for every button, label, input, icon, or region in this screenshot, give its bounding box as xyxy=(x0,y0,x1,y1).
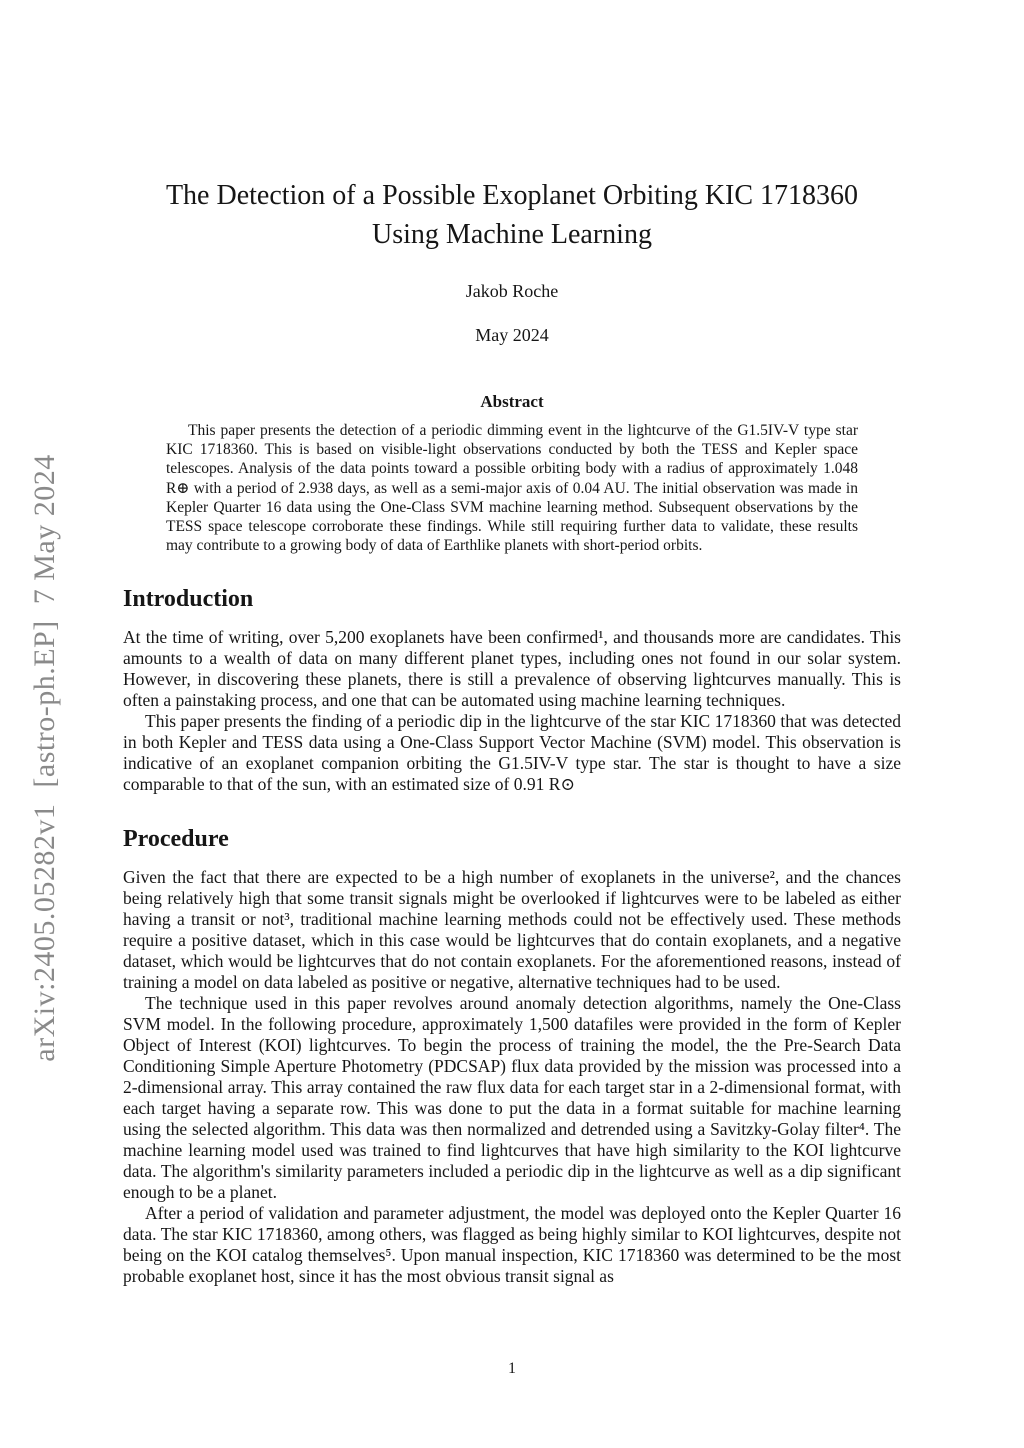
paper-title-line2: Using Machine Learning xyxy=(372,219,652,250)
procedure-paragraph: After a period of validation and parameter adjustment, the model was deployed onto the Kepler Quarter 16 data. The star KIC 1718360, among others, was flagged as being highly similar to KOI lightcurves, despite not being on the KOI catalog themselves⁵. Upon manual inspection, KIC 1718360 was determined to be the most probable exoplanet host, since it has the most obvious transit signal as xyxy=(123,1203,901,1287)
introduction-paragraph: At the time of writing, over 5,200 exoplanets have been confirmed¹, and thousands more are candidates. This amounts to a wealth of data on many different planet types, including ones not found in our solar system. However, in discovering these planets, there is still a prevalence of observing lightcurves manually. This is often a painstaking process, and one that can be automated using machine learning techniques. xyxy=(123,627,901,711)
introduction-paragraph: This paper presents the finding of a periodic dip in the lightcurve of the star KIC 1718360 that was detected in both Kepler and TESS data using a One-Class Support Vector Machine (SVM) model. This observation is indicative of an exoplanet companion orbiting the G1.5IV-V type star. The star is thought to have a size comparable to that of the sun, with an estimated size of 0.91 R⊙ xyxy=(123,711,901,795)
page-number: 1 xyxy=(508,1360,516,1377)
arxiv-watermark: arXiv:2405.05282v1 [astro-ph.EP] 7 May 2024 xyxy=(28,454,61,1062)
abstract-heading: Abstract xyxy=(480,392,544,411)
procedure-paragraph: The technique used in this paper revolves around anomaly detection algorithms, namely the One-Class SVM model. In the following procedure, approximately 1,500 datafiles were provided in the form of Kepler Object of Interest (KOI) lightcurves. To begin the process of training the model, the the Pre-Search Data Conditioning Simple Aperture Photometry (PDCSAP) flux data provided by the mission was processed into a 2-dimensional array. This array contained the raw flux data for each target star in a 2-dimensional format, with each target having a separate row. This was done to put the data in a format suitable for machine learning using the selected algorithm. This data was then normalized and detrended using a Savitzky-Golay filter⁴. The machine learning model used was trained to find lightcurves that have high similarity to the KOI lightcurve data. The algorithm's similarity parameters included a periodic dip in the lightcurve as well as a dip significant enough to be a planet. xyxy=(123,993,901,1203)
author-name: Jakob Roche xyxy=(465,281,559,301)
publication-date: May 2024 xyxy=(475,325,549,345)
abstract-text: This paper presents the detection of a periodic dimming event in the lightcurve of the G1.5IV-V type star KIC 1718360. This is based on visible-light observations conducted by both the TESS and Kepler space telescopes. Analysis of the data points toward a possible orbiting body with a radius of approximately 1.048 R⊕ with a period of 2.938 days, as well as a semi-major axis of 0.04 AU. The initial observation was made in Kepler Quarter 16 data using the One-Class SVM machine learning method. Subsequent observations by the TESS space telescope corroborate these findings. While still requiring further data to validate, these results may contribute to a growing body of data of Earthlike planets with short-period orbits. xyxy=(166,422,858,555)
paper-title-line1: The Detection of a Possible Exoplanet Orbiting KIC 1718360 xyxy=(165,180,859,211)
paper-body xyxy=(123,585,901,1287)
section-heading-introduction: Introduction xyxy=(123,586,254,613)
procedure-paragraph: Given the fact that there are expected to be a high number of exoplanets in the universe², and the chances being relatively high that some transit signals might be overlooked if lightcurves were to be labeled as either having a transit or not³, traditional machine learning methods could not be effectively used. These methods require a positive dataset, which in this case would be lightcurves that do contain exoplanets, and a negative dataset, which would be lightcurves that do not contain exoplanets. For the aforementioned reasons, instead of training a model on data labeled as positive or negative, alternative techniques had to be used. xyxy=(123,867,901,993)
paper-title xyxy=(0,0,1024,254)
section-heading-procedure: Procedure xyxy=(123,826,229,853)
